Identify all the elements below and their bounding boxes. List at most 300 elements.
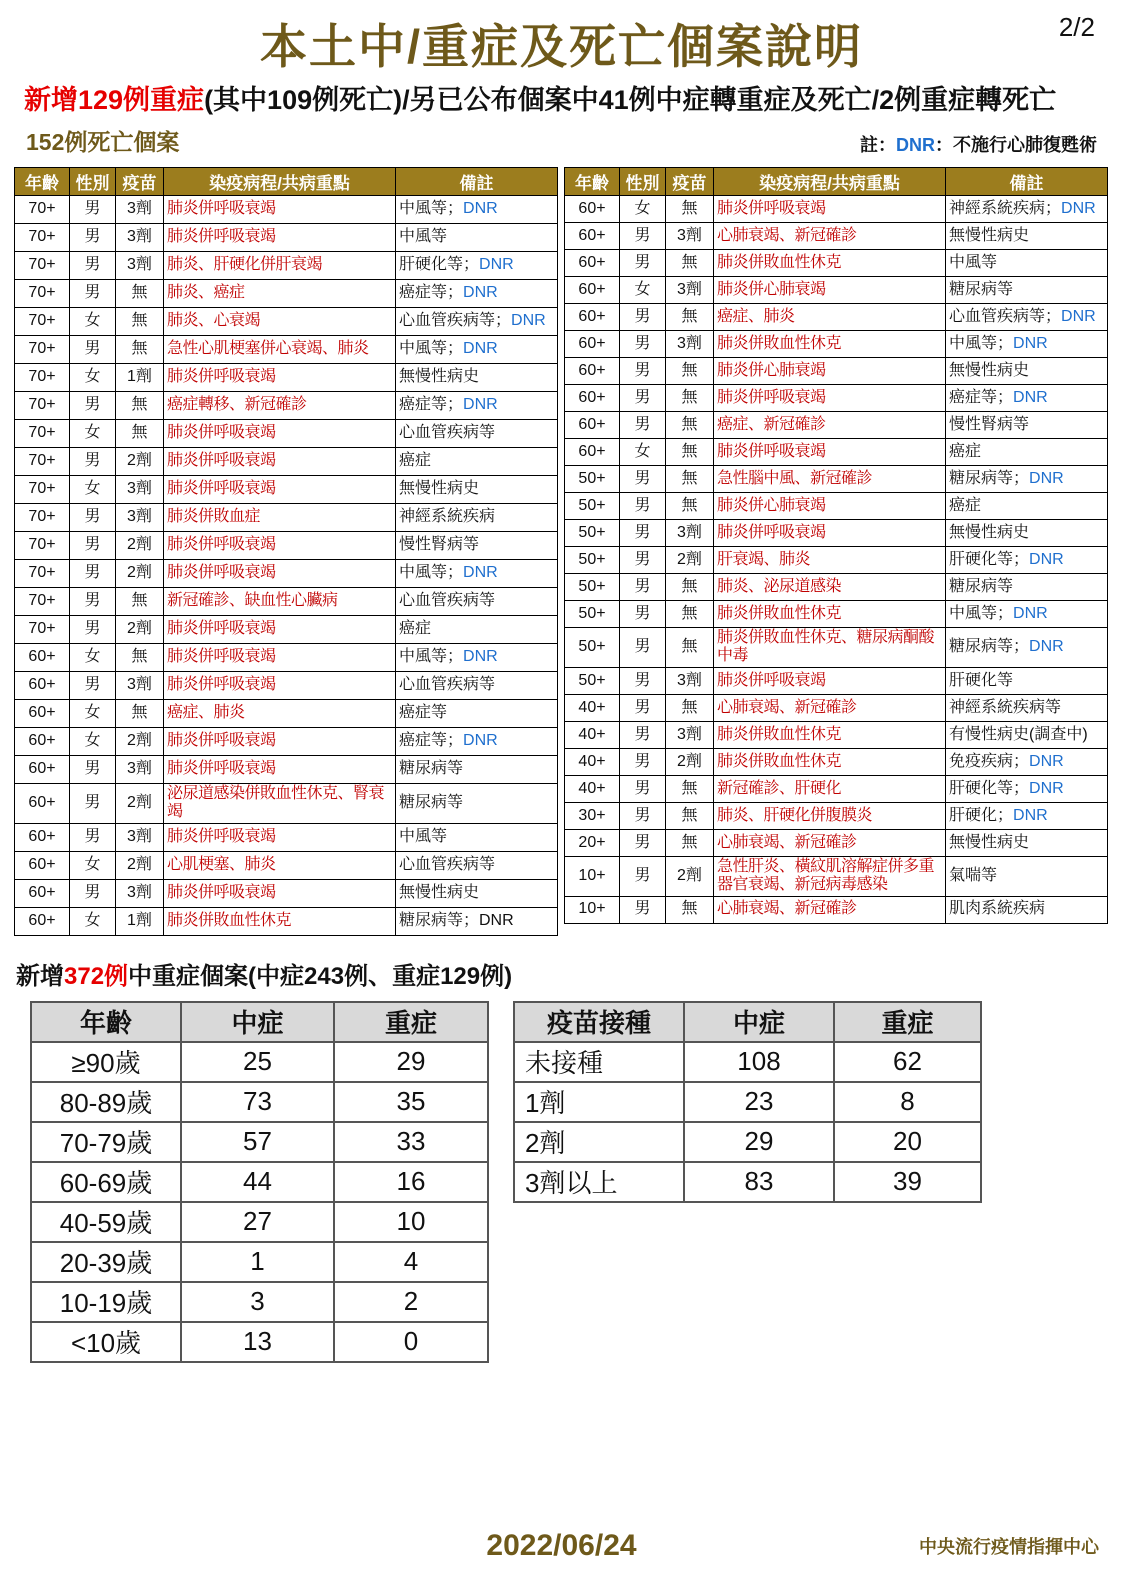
age-cell: 40+ — [565, 775, 620, 802]
age-cell: 70+ — [15, 364, 70, 392]
column-header: 重症 — [834, 1002, 981, 1042]
footer-agency: 中央流行疫情指揮中心 — [919, 1537, 1099, 1557]
remark-cell — [946, 748, 1108, 775]
vaccine-cell: 3劑 — [116, 224, 164, 252]
sex-cell: 男 — [70, 280, 116, 308]
remark-cell: 慢性腎病等 — [946, 412, 1108, 439]
dnr-label: DNR — [1013, 388, 1048, 406]
vaccine-cell: 無 — [116, 644, 164, 672]
dnr-label: DNR — [463, 340, 498, 358]
age-cell: 60+ — [565, 277, 620, 304]
remark-cell: 癌症 — [946, 493, 1108, 520]
dnr-label: DNR — [1061, 307, 1096, 325]
table-row — [15, 504, 558, 532]
sex-cell: 男 — [620, 574, 666, 601]
vaccine-cell: 3劑 — [116, 879, 164, 907]
sex-cell: 男 — [70, 252, 116, 280]
column-header: 疫苗 — [666, 168, 714, 196]
vaccine-cell: 3劑 — [666, 331, 714, 358]
value-cell: 10 — [334, 1202, 488, 1242]
sex-cell: 女 — [70, 476, 116, 504]
remark-cell — [396, 252, 558, 280]
course-cell: 肺炎併敗血性休克 — [714, 748, 946, 775]
course-cell: 急性肝炎、橫紋肌溶解症併多重器官衰竭、新冠病毒感染 — [714, 856, 946, 896]
remark-cell: 氣喘等 — [946, 856, 1108, 896]
course-cell: 癌症、肺炎 — [164, 700, 396, 728]
summary-tables-row — [30, 1001, 1123, 1363]
remark-text: 糖尿病等； — [949, 638, 1030, 656]
value-cell: 2 — [334, 1282, 488, 1322]
course-cell: 肺炎併呼吸衰竭 — [164, 644, 396, 672]
remark-cell: 糖尿病等 — [396, 756, 558, 784]
vaccine-summary-table — [513, 1001, 982, 1203]
header-row — [31, 1002, 488, 1042]
age-cell: 50+ — [565, 601, 620, 628]
course-cell: 肺炎併呼吸衰竭 — [164, 532, 396, 560]
sex-cell: 男 — [620, 304, 666, 331]
remark-text: 心血管疾病等； — [949, 307, 1062, 325]
table-row — [15, 672, 558, 700]
vaccine-cell: 無 — [666, 829, 714, 856]
vaccine-cell: 無 — [116, 420, 164, 448]
value-cell: 73 — [181, 1082, 334, 1122]
age-cell: 50+ — [565, 520, 620, 547]
remark-cell: 心血管疾病等 — [396, 420, 558, 448]
table-row — [565, 196, 1108, 223]
table-row — [514, 1082, 981, 1122]
age-cell: 40+ — [565, 694, 620, 721]
value-cell: 13 — [181, 1322, 334, 1362]
course-cell: 肺炎併敗血性休克 — [714, 331, 946, 358]
remark-cell: 糖尿病等 — [946, 574, 1108, 601]
sex-cell: 男 — [70, 504, 116, 532]
column-header: 疫苗接種 — [514, 1002, 684, 1042]
column-header: 備註 — [396, 168, 558, 196]
age-cell: 70+ — [15, 504, 70, 532]
remark-cell: 神經系統疾病 — [396, 504, 558, 532]
column-header: 年齡 — [31, 1002, 181, 1042]
value-cell: 23 — [684, 1082, 834, 1122]
vaccine-cell: 無 — [666, 412, 714, 439]
remark-cell: 癌症 — [396, 448, 558, 476]
table-row — [565, 856, 1108, 896]
age-cell: 60+ — [15, 879, 70, 907]
sex-cell: 男 — [70, 756, 116, 784]
sex-cell: 女 — [70, 728, 116, 756]
page-number: 2/2 — [1058, 12, 1095, 42]
table-row — [565, 493, 1108, 520]
column-header: 性別 — [620, 168, 666, 196]
remark-cell: 糖尿病等 — [396, 784, 558, 824]
remark-text: 中風等； — [399, 564, 464, 582]
vaccine-cell: 無 — [116, 308, 164, 336]
remark-cell: 神經系統疾病等 — [946, 694, 1108, 721]
subtitle — [24, 85, 1123, 116]
table-row — [565, 802, 1108, 829]
sex-cell: 男 — [70, 879, 116, 907]
table-row — [15, 823, 558, 851]
table-row — [15, 728, 558, 756]
course-cell: 肺炎併呼吸衰竭 — [714, 439, 946, 466]
course-cell: 肺炎併敗血性休克 — [164, 907, 396, 935]
header-row — [15, 168, 558, 196]
vaccine-cell: 無 — [116, 280, 164, 308]
sex-cell: 男 — [620, 775, 666, 802]
sex-cell: 女 — [70, 907, 116, 935]
table-row — [15, 476, 558, 504]
course-cell: 肺炎併心肺衰竭 — [714, 358, 946, 385]
vaccine-cell: 無 — [666, 385, 714, 412]
course-cell: 肺炎併呼吸衰竭 — [714, 520, 946, 547]
footer-date: 2022/06/24 — [486, 1529, 637, 1562]
remark-cell — [946, 331, 1108, 358]
vaccine-cell: 3劑 — [116, 504, 164, 532]
vaccine-cell: 無 — [666, 574, 714, 601]
value-cell: 35 — [334, 1082, 488, 1122]
vaccine-cell: 2劑 — [116, 784, 164, 824]
table-row — [15, 700, 558, 728]
course-cell: 肺炎併呼吸衰竭 — [714, 667, 946, 694]
sex-cell: 男 — [620, 896, 666, 923]
age-cell: 50+ — [565, 628, 620, 668]
remark-cell: 無慢性病史 — [396, 364, 558, 392]
sex-cell: 男 — [620, 628, 666, 668]
vaccine-cell: 無 — [116, 336, 164, 364]
dnr-label: DNR — [511, 312, 546, 330]
sex-cell: 男 — [620, 829, 666, 856]
table-row — [15, 532, 558, 560]
column-header: 中症 — [684, 1002, 834, 1042]
category-cell: 40-59歲 — [31, 1202, 181, 1242]
remark-cell: 有慢性病史(調查中) — [946, 721, 1108, 748]
remark-text: 中風等； — [949, 604, 1014, 622]
dnr-label: DNR — [1029, 469, 1064, 487]
sex-cell: 男 — [70, 532, 116, 560]
category-cell: 80-89歲 — [31, 1082, 181, 1122]
course-cell: 癌症轉移、新冠確診 — [164, 392, 396, 420]
table-row — [565, 466, 1108, 493]
age-cell: 60+ — [565, 223, 620, 250]
age-cell: 60+ — [565, 304, 620, 331]
text-segment: 372例 — [64, 962, 129, 990]
vaccine-cell: 無 — [666, 196, 714, 223]
table-row — [565, 358, 1108, 385]
sex-cell: 女 — [620, 439, 666, 466]
remark-cell — [396, 644, 558, 672]
vaccine-cell: 3劑 — [116, 252, 164, 280]
remark-cell — [946, 601, 1108, 628]
category-cell: 10-19歲 — [31, 1282, 181, 1322]
column-header: 年齡 — [565, 168, 620, 196]
sex-cell: 男 — [620, 547, 666, 574]
dnr-label: DNR — [463, 564, 498, 582]
sex-cell: 男 — [620, 856, 666, 896]
vaccine-cell: 2劑 — [666, 856, 714, 896]
age-cell: 20+ — [565, 829, 620, 856]
remark-text: 肝硬化等； — [949, 779, 1030, 797]
table-row — [15, 560, 558, 588]
age-cell: 70+ — [15, 420, 70, 448]
sex-cell: 男 — [620, 667, 666, 694]
remark-cell: 中風等 — [396, 224, 558, 252]
age-cell: 50+ — [565, 547, 620, 574]
remark-cell — [946, 628, 1108, 668]
dnr-label: DNR — [1013, 334, 1048, 352]
remark-text: 神經系統疾病； — [949, 199, 1062, 217]
remark-text: 肝硬化； — [949, 806, 1014, 824]
table-row — [15, 252, 558, 280]
remark-cell — [396, 336, 558, 364]
remark-cell: 糖尿病等；DNR — [396, 907, 558, 935]
value-cell: 4 — [334, 1242, 488, 1282]
table-row — [565, 250, 1108, 277]
remark-cell — [396, 280, 558, 308]
sex-cell: 女 — [70, 308, 116, 336]
dnr-label: DNR — [463, 396, 498, 414]
table-row — [15, 196, 558, 224]
category-cell: 未接種 — [514, 1042, 684, 1082]
sex-cell: 女 — [70, 700, 116, 728]
dnr-label: DNR — [1029, 779, 1064, 797]
table-row — [31, 1082, 488, 1122]
column-header: 重症 — [334, 1002, 488, 1042]
sex-cell: 男 — [70, 588, 116, 616]
sex-cell: 男 — [620, 358, 666, 385]
value-cell: 25 — [181, 1042, 334, 1082]
age-cell: 30+ — [565, 802, 620, 829]
sex-cell: 男 — [70, 784, 116, 824]
table-row — [15, 392, 558, 420]
text-segment: 註： — [860, 135, 896, 156]
course-cell: 肺炎併敗血症 — [164, 504, 396, 532]
dnr-label: DNR — [1013, 806, 1048, 824]
course-cell: 心肺衰竭、新冠確診 — [714, 694, 946, 721]
sex-cell: 男 — [620, 412, 666, 439]
course-cell: 癌症、新冠確診 — [714, 412, 946, 439]
vaccine-cell: 3劑 — [666, 277, 714, 304]
vaccine-cell: 無 — [666, 896, 714, 923]
sex-cell: 男 — [70, 448, 116, 476]
sex-cell: 男 — [70, 336, 116, 364]
dnr-label: DNR — [1013, 604, 1048, 622]
remark-cell: 無慢性病史 — [946, 520, 1108, 547]
table-row — [15, 420, 558, 448]
table-row — [15, 851, 558, 879]
sex-cell: 男 — [620, 466, 666, 493]
age-cell: 50+ — [565, 574, 620, 601]
dnr-label: DNR — [1029, 638, 1064, 656]
age-cell: 60+ — [15, 700, 70, 728]
remark-cell: 糖尿病等 — [946, 277, 1108, 304]
category-cell: <10歲 — [31, 1322, 181, 1362]
sex-cell: 男 — [70, 560, 116, 588]
vaccine-cell: 無 — [666, 304, 714, 331]
vaccine-cell: 無 — [666, 466, 714, 493]
table-row — [31, 1162, 488, 1202]
category-cell: 60-69歲 — [31, 1162, 181, 1202]
course-cell: 心肺衰竭、新冠確診 — [714, 896, 946, 923]
value-cell: 44 — [181, 1162, 334, 1202]
remark-text: 癌症等； — [399, 284, 464, 302]
age-cell: 40+ — [565, 721, 620, 748]
course-cell: 心肌梗塞、肺炎 — [164, 851, 396, 879]
value-cell: 108 — [684, 1042, 834, 1082]
age-cell: 60+ — [565, 331, 620, 358]
moderate-severe-heading — [16, 956, 1123, 991]
table-row — [565, 331, 1108, 358]
remark-cell: 心血管疾病等 — [396, 672, 558, 700]
remark-text: 肝硬化等； — [399, 256, 480, 274]
text-segment: (其中109例死亡)/另已公布個案中41例中症轉重症及死亡/2例重症轉死亡 — [204, 85, 1057, 115]
table-row — [15, 879, 558, 907]
sex-cell: 男 — [620, 385, 666, 412]
table-row — [565, 628, 1108, 668]
value-cell: 0 — [334, 1322, 488, 1362]
category-cell: ≥90歲 — [31, 1042, 181, 1082]
remark-cell: 無慢性病史 — [946, 223, 1108, 250]
table-row — [565, 277, 1108, 304]
course-cell: 肺炎併呼吸衰竭 — [164, 728, 396, 756]
value-cell: 3 — [181, 1282, 334, 1322]
course-cell: 肺炎併心肺衰竭 — [714, 493, 946, 520]
table-row — [565, 829, 1108, 856]
course-cell: 肺炎併呼吸衰竭 — [714, 196, 946, 223]
text-segment: 新增 — [16, 962, 64, 990]
table-row — [15, 907, 558, 935]
course-cell: 肺炎併敗血性休克 — [714, 601, 946, 628]
vaccine-cell: 2劑 — [116, 532, 164, 560]
table-row — [15, 364, 558, 392]
death-count-heading: 152例死亡個案 — [26, 129, 180, 156]
vaccine-cell: 無 — [666, 694, 714, 721]
header-row — [565, 168, 1108, 196]
age-cell: 70+ — [15, 532, 70, 560]
age-summary-table — [30, 1001, 489, 1363]
age-cell: 70+ — [15, 336, 70, 364]
course-cell: 肺炎併呼吸衰竭 — [164, 616, 396, 644]
table-row — [565, 439, 1108, 466]
value-cell: 1 — [181, 1242, 334, 1282]
remark-cell: 無慢性病史 — [396, 476, 558, 504]
course-cell: 肺炎併呼吸衰竭 — [164, 364, 396, 392]
value-cell: 8 — [834, 1082, 981, 1122]
remark-cell — [396, 392, 558, 420]
age-cell: 70+ — [15, 224, 70, 252]
remark-cell — [946, 802, 1108, 829]
age-cell: 10+ — [565, 896, 620, 923]
age-cell: 70+ — [15, 616, 70, 644]
vaccine-cell: 無 — [666, 802, 714, 829]
table-row — [31, 1122, 488, 1162]
vaccine-cell: 3劑 — [116, 196, 164, 224]
sex-cell: 女 — [620, 277, 666, 304]
table-row — [565, 574, 1108, 601]
course-cell: 急性心肌梗塞併心衰竭、肺炎 — [164, 336, 396, 364]
course-cell: 肺炎併呼吸衰竭 — [164, 756, 396, 784]
dnr-label: DNR — [463, 284, 498, 302]
vaccine-cell: 無 — [666, 358, 714, 385]
vaccine-cell: 3劑 — [116, 756, 164, 784]
age-cell: 70+ — [15, 588, 70, 616]
age-cell: 60+ — [15, 823, 70, 851]
remark-cell: 癌症 — [396, 616, 558, 644]
page-title: 本土中/重症及死亡個案說明 — [259, 20, 864, 73]
course-cell: 肝衰竭、肺炎 — [714, 547, 946, 574]
sex-cell: 男 — [70, 823, 116, 851]
remark-cell: 無慢性病史 — [946, 358, 1108, 385]
remark-cell — [946, 385, 1108, 412]
vaccine-cell: 2劑 — [116, 616, 164, 644]
remark-cell: 中風等 — [946, 250, 1108, 277]
age-cell: 70+ — [15, 252, 70, 280]
category-cell: 20-39歲 — [31, 1242, 181, 1282]
course-cell: 肺炎併呼吸衰竭 — [164, 224, 396, 252]
vaccine-cell: 無 — [666, 250, 714, 277]
table-row — [15, 224, 558, 252]
vaccine-cell: 3劑 — [666, 667, 714, 694]
text-segment: 新增129例重症 — [24, 85, 205, 115]
course-cell: 肺炎、泌尿道感染 — [714, 574, 946, 601]
category-cell: 3劑以上 — [514, 1162, 684, 1202]
remark-text: 中風等； — [399, 340, 464, 358]
course-cell: 急性腦中風、新冠確診 — [714, 466, 946, 493]
remark-cell — [396, 728, 558, 756]
vaccine-cell: 2劑 — [116, 448, 164, 476]
footer — [0, 1523, 1123, 1563]
table-row — [565, 223, 1108, 250]
age-cell: 60+ — [565, 385, 620, 412]
age-cell: 60+ — [15, 728, 70, 756]
table-row — [31, 1242, 488, 1282]
remark-text: 免疫疾病； — [949, 752, 1030, 770]
sex-cell: 男 — [620, 721, 666, 748]
sex-cell: 男 — [620, 250, 666, 277]
vaccine-cell: 無 — [666, 601, 714, 628]
vaccine-cell: 無 — [116, 588, 164, 616]
course-cell: 肺炎、癌症 — [164, 280, 396, 308]
table-row — [565, 775, 1108, 802]
remark-cell — [946, 196, 1108, 223]
remark-cell — [396, 196, 558, 224]
remark-cell — [396, 560, 558, 588]
column-header: 染疫病程/共病重點 — [164, 168, 396, 196]
table-row — [15, 336, 558, 364]
table-row — [565, 896, 1108, 923]
remark-cell — [396, 308, 558, 336]
sex-cell: 男 — [620, 223, 666, 250]
sex-cell: 女 — [70, 420, 116, 448]
remark-text: 癌症等； — [949, 388, 1014, 406]
course-cell: 肺炎、肝硬化併腹膜炎 — [714, 802, 946, 829]
sex-cell: 男 — [70, 224, 116, 252]
age-cell: 70+ — [15, 560, 70, 588]
remark-cell: 中風等 — [396, 823, 558, 851]
age-cell: 60+ — [565, 412, 620, 439]
death-tables-row — [14, 167, 1109, 936]
course-cell: 肺炎併呼吸衰竭 — [164, 879, 396, 907]
table-row — [565, 547, 1108, 574]
age-cell: 60+ — [565, 439, 620, 466]
vaccine-cell: 無 — [666, 439, 714, 466]
table-row — [565, 520, 1108, 547]
vaccine-cell: 2劑 — [116, 560, 164, 588]
remark-cell: 癌症 — [946, 439, 1108, 466]
course-cell: 心肺衰竭、新冠確診 — [714, 829, 946, 856]
course-cell: 肺炎併呼吸衰竭 — [164, 420, 396, 448]
age-cell: 10+ — [565, 856, 620, 896]
sex-cell: 男 — [70, 672, 116, 700]
age-cell: 40+ — [565, 748, 620, 775]
